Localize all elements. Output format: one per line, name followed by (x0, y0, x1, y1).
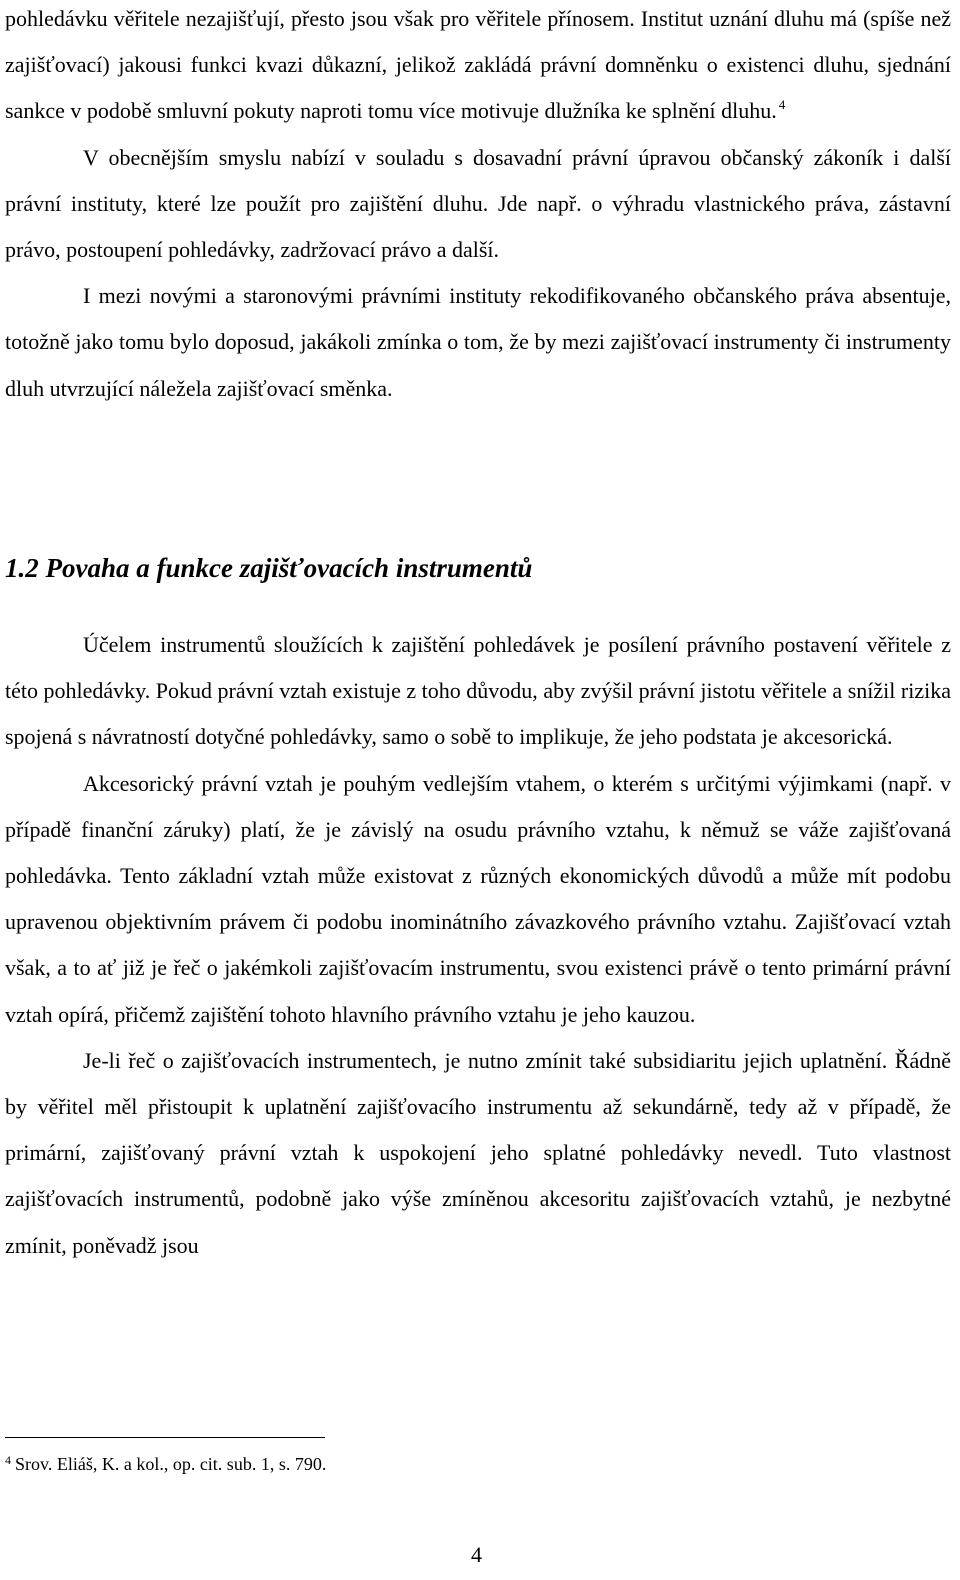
paragraph: Účelem instrumentů sloužících k zajištění pohledávek je posílení právního postavení věřitele z této pohledávky. Pokud právní vztah existuje z toho důvodu, aby zvýšil právní jistotu věřitele a snížil rizika spojená s návratností dotyčné pohledávky, samo o sobě to implikuje, že jeho podstata je akcesorická. (5, 632, 951, 750)
paragraph: V obecnějším smyslu nabízí v souladu s dosavadní právní úpravou občanský zákoník i další právní instituty, které lze použít pro zajištění dluhu. Jde např. o výhradu vlastnického práva, zástavní právo, postoupení pohledávky, zadržovací právo a další. (5, 144, 951, 263)
paragraph: Akcesorický právní vztah je pouhým vedlejším vtahem, o kterém s určitými výjimkami (např. v případě finanční záruky) platí, že je závislý na osudu právního vztahu, k němuž se váže zajišťovaná pohledávka. Tento základní vztah může existovat z různých ekonomických důvodů a může mít podobu upravenou objektivním právem či podobu inominátního závazkového právního vztahu. Zajišťovací vztah však, a to ať již je řeč o jakémkoli zajišťovacím instrumentu, svou existenci právě o tento primární právní vztah opírá, přičemž zajištění tohoto hlavního právního vztahu je jeho kauzou. (5, 770, 951, 1027)
footnote-reference: 4 (778, 97, 786, 113)
footnote-separator (5, 1437, 325, 1438)
document-page (5, 0, 951, 1567)
footnote (5, 1452, 326, 1476)
page-number: 4 (471, 1542, 482, 1567)
section-body (5, 622, 951, 1269)
footnote-number: 4 (5, 1453, 11, 1467)
paragraph-continuation: pohledávku věřitele nezajišťují, přesto jsou však pro věřitele přínosem. Institut uznání dluhu má (spíše než zajišťovací) jakousi funkci kvazi důkazní, jelikož zakládá právní domněnku o existenci dluhu, sjednání sankce v podobě smluvní pokuty naproti tomu více motivuje dlužníka ke splnění dluhu. $^4$ (5, 6, 951, 124)
footnote-text: Srov. Eliáš, K. a kol., op. cit. sub. 1, s. 790. (15, 1454, 327, 1474)
paragraph: Je-li řeč o zajišťovacích instrumentech, je nutno zmínit také subsidiaritu jejich uplatnění. Řádně by věřitel měl přistoupit k uplatnění zajišťovacího instrumentu až sekundárně, tedy až v případě, že primární, zajišťovaný právní vztah k uspokojení jeho splatné pohledávky nevedl. Tuto vlastnost zajišťovacích instrumentů, podobně jako výše zmíněnou akcesoritu zajišťovacích vztahů, je nezbytné zmínit, poněvadž jsou (5, 1047, 951, 1258)
paragraph: I mezi novými a staronovými právními instituty rekodifikovaného občanského práva absentuje, totožně jako tomu bylo doposud, jakákoli zmínka o tom, že by mezi zajišťovací instrumenty či instrumenty dluh utvrzující náležela zajišťovací směnka. (5, 283, 951, 401)
section-heading: 1.2 Povaha a funkce zajišťovacích instrumentů (5, 553, 533, 583)
